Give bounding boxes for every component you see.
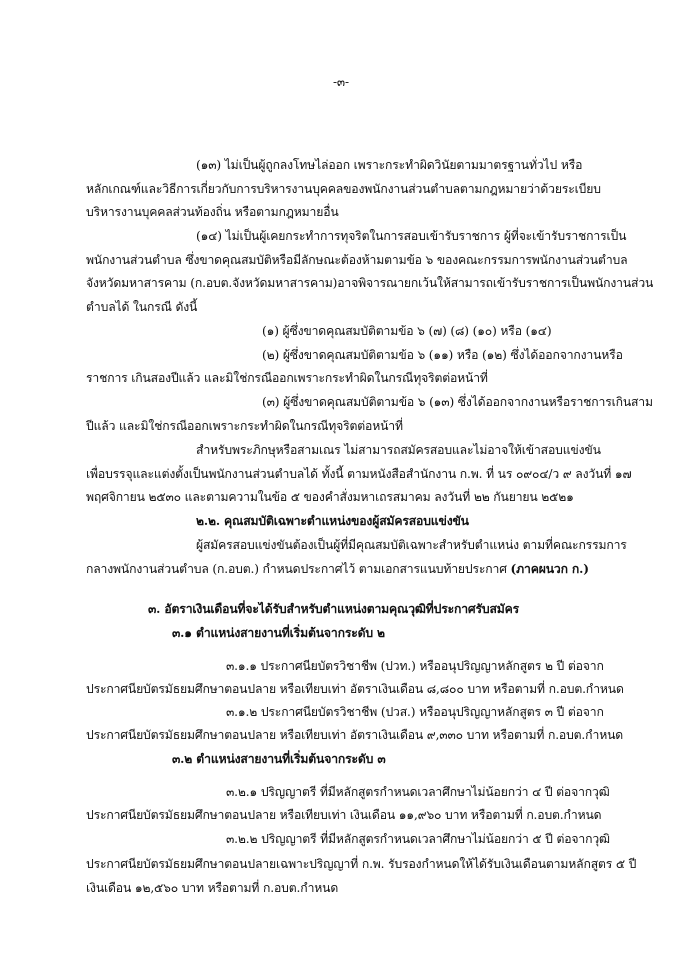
text-line: ปีแล้ว และมิใช่กรณีออกเพราะกระทำผิดในกรณีทุจริตต่อหน้าที่: [86, 419, 403, 433]
text-line: เงินเดือน ๑๒,๕๖๐ บาท หรือตามที่ ก.อบต.กำหนด: [86, 881, 339, 895]
text-line: จังหวัดมหาสารคาม (ก.อบต.จังหวัดมหาสารคาม)อาจพิจารณายกเว้นให้สามารถเข้ารับราชการเป็นพนักงานส่วน: [86, 276, 654, 290]
text-line: ประกาศนียบัตรมัธยมศึกษาตอนปลายเฉพาะปริญญาที่ ก.พ. รับรองกำหนดให้ได้รับเงินเดือนตามหลักสูตร ๕ ปี: [86, 857, 637, 871]
text-line: บริหารงานบุคคลส่วนท้องถิ่น หรือตามกฎหมายอื่น: [86, 205, 339, 219]
text-line: ราชการ เกินสองปีแล้ว และมิใช่กรณีออกเพราะกระทำผิดในกรณีทุจริตต่อหน้าที่: [86, 371, 488, 385]
subsection-heading: ๓.๑ ตำแหน่งสายงานที่เริ่มต้นจากระดับ ๒: [172, 626, 385, 640]
text-line: ผู้สมัครสอบแข่งขันต้องเป็นผู้ที่มีคุณสมบัติเฉพาะสำหรับตำแหน่ง ตามที่คณะกรรมการ: [196, 538, 627, 552]
text-line: ๓.๒.๒ ปริญญาตรี ที่มีหลักสูตรกำหนดเวลาศึกษาไม่น้อยกว่า ๕ ปี ต่อจากวุฒิ: [226, 832, 610, 846]
text-line: (๑๓) ไม่เป็นผู้ถูกลงโทษไล่ออก เพราะกระทำผิดวินัยตามมาตรฐานทั่วไป หรือ: [196, 158, 583, 172]
text-line: (๑) ผู้ซึ่งขาดคุณสมบัติตามข้อ ๖ (๗) (๘) (๑๐) หรือ (๑๔): [262, 324, 552, 338]
section-heading: ๓. อัตราเงินเดือนที่จะได้รับสำหรับตำแหน่งตามคุณวุฒิที่ประกาศรับสมัคร: [148, 602, 520, 616]
section-heading: ๒.๒. คุณสมบัติเฉพาะตำแหน่งของผู้สมัครสอบแข่งขัน: [196, 514, 469, 528]
page-number: -๓-: [333, 75, 349, 89]
text-line: (๑๔) ไม่เป็นผู้เคยกระทำการทุจริตในการสอบเข้ารับราชการ ผู้ที่จะเข้ารับราชการเป็น: [196, 229, 627, 243]
subsection-heading: ๓.๒ ตำแหน่งสายงานที่เริ่มต้นจากระดับ ๓: [172, 752, 386, 766]
text-line: (๓) ผู้ซึ่งขาดคุณสมบัติตามข้อ ๖ (๑๓) ซึ่งได้ออกจากงานหรือราชการเกินสาม: [262, 395, 653, 409]
text-line: ตำบลได้ ในกรณี ดังนี้: [86, 300, 198, 314]
text-line: ๓.๑.๒ ประกาศนียบัตรวิชาชีพ (ปวส.) หรืออนุปริญญาหลักสูตร ๓ ปี ต่อจาก: [226, 705, 604, 719]
text-line: สำหรับพระภิกษุหรือสามเณร ไม่สามารถสมัครสอบและไม่อาจให้เข้าสอบแข่งขัน: [196, 443, 601, 457]
text-line: (๒) ผู้ซึ่งขาดคุณสมบัติตามข้อ ๖ (๑๑) หรือ (๑๒) ซึ่งได้ออกจากงานหรือ: [262, 348, 623, 362]
text-line: พนักงานส่วนตำบล ซึ่งขาดคุณสมบัติหรือมีลักษณะต้องห้ามตามข้อ ๖ ของคณะกรรมการพนักงานส่วนตำบล: [86, 253, 628, 267]
text-line: ๓.๒.๑ ปริญญาตรี ที่มีหลักสูตรกำหนดเวลาศึกษาไม่น้อยกว่า ๔ ปี ต่อจากวุฒิ: [226, 785, 610, 799]
text-line: ๓.๑.๑ ประกาศนียบัตรวิชาชีพ (ปวท.) หรืออนุปริญญาหลักสูตร ๒ ปี ต่อจาก: [226, 659, 604, 673]
text-line: พฤศจิกายน ๒๕๓๐ และตามความในข้อ ๕ ของคำสั่งมหาเถรสมาคม ลงวันที่ ๒๒ กันยายน ๒๕๒๑: [86, 490, 574, 504]
text-line: กลางพนักงานส่วนตำบล (ก.อบต.) กำหนดประกาศไว้ ตามเอกสารแนบท้ายประกาศ (ภาคผนวก ก.): [86, 562, 589, 576]
text-line: ประกาศนียบัตรมัธยมศึกษาตอนปลาย หรือเทียบเท่า อัตราเงินเดือน ๙,๓๓๐ บาท หรือตามที่ ก.อบต.กำหนด: [86, 728, 624, 742]
text-line: ประกาศนียบัตรมัธยมศึกษาตอนปลาย หรือเทียบเท่า อัตราเงินเดือน ๘,๘๐๐ บาท หรือตามที่ ก.อบต.กำหนด: [86, 682, 624, 696]
text-line: หลักเกณฑ์และวิธีการเกี่ยวกับการบริหารงานบุคคลของพนักงานส่วนตำบลตามกฎหมายว่าด้วยระเบียบ: [86, 182, 601, 196]
text-line: เพื่อบรรจุและแต่งตั้งเป็นพนักงานส่วนตำบลได้ ทั้งนี้ ตามหนังสือสำนักงาน ก.พ. ที่ นร ๐๙๐๔/ว ๙ ลงวันที่ ๑๗: [86, 467, 632, 481]
text-line: ประกาศนียบัตรมัธยมศึกษาตอนปลาย หรือเทียบเท่า เงินเดือน ๑๑,๙๖๐ บาท หรือตามที่ ก.อบต.กำหนด: [86, 808, 602, 822]
annex-reference: (ภาคผนวก ก.): [510, 562, 589, 576]
